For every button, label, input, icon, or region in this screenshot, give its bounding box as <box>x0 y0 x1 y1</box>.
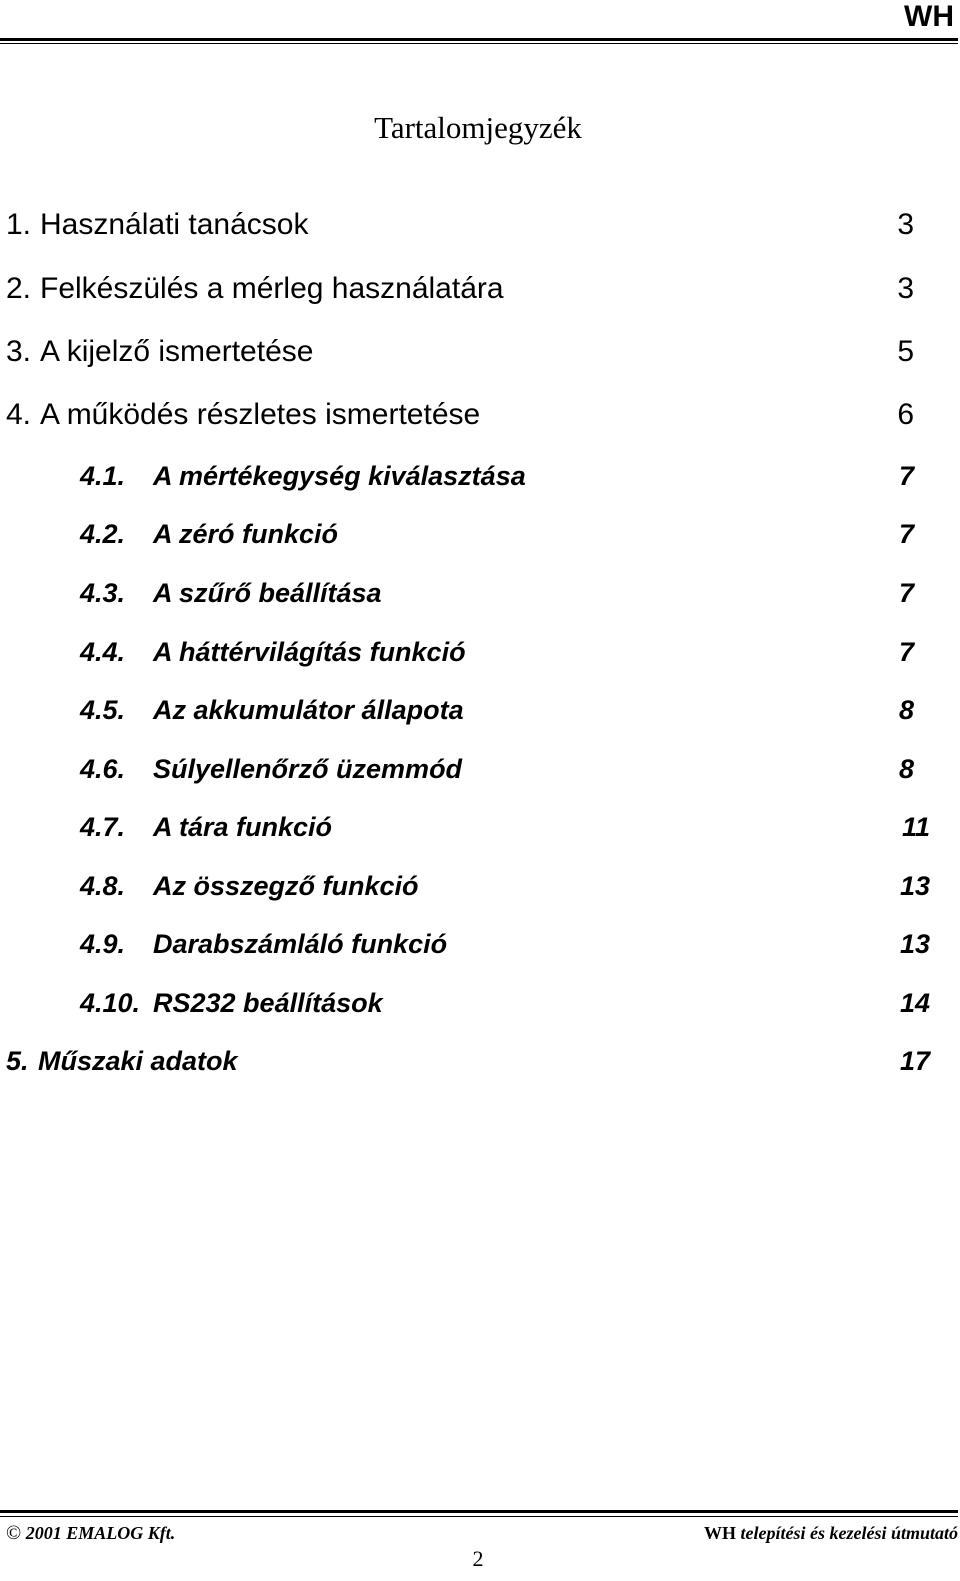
toc-entry-label: A zéró funkció <box>153 519 339 549</box>
footer-rule <box>0 1510 958 1513</box>
toc-entry-number: 4.4. <box>80 637 126 667</box>
toc-entry-page: 6 <box>897 398 914 431</box>
toc-title <box>0 110 960 146</box>
toc-entry-4-2[interactable] <box>0 514 960 554</box>
page-number <box>0 1546 960 1572</box>
toc-entry-number: 4.6. <box>80 754 126 784</box>
footer-doc-title-bold: WH <box>704 1523 737 1543</box>
toc-entry-4-3[interactable] <box>0 573 960 613</box>
page-number-text: 2 <box>472 1546 484 1571</box>
toc-entry-label: A kijelző ismertetése <box>40 335 314 368</box>
toc-entry-number: 4.5. <box>80 695 126 725</box>
toc-entry-page: 3 <box>897 272 914 305</box>
toc-entry-label: Az akkumulátor állapota <box>153 695 464 725</box>
toc-entry-5[interactable] <box>0 1041 960 1081</box>
toc-entry-4-8[interactable] <box>0 866 960 906</box>
toc-entry-4-5[interactable] <box>0 690 960 730</box>
toc-entry-number: 4.1. <box>80 461 126 491</box>
toc-entry-label: A háttérvilágítás funkció <box>153 637 466 667</box>
toc-entry-label: A mértékegység kiválasztása <box>153 461 526 491</box>
toc-entry-1[interactable] <box>0 205 960 245</box>
toc-entry-number: 2. <box>6 272 32 305</box>
toc-entry-2[interactable] <box>0 269 960 309</box>
copyright-icon: © <box>6 1522 22 1544</box>
toc-entry-number: 4. <box>6 398 32 431</box>
toc-entry-page: 11 <box>901 812 930 842</box>
toc-entry-page: 13 <box>899 871 930 901</box>
header-rule <box>0 38 958 41</box>
toc-entry-page: 7 <box>898 637 914 667</box>
toc-entry-4-10[interactable] <box>0 983 960 1023</box>
toc-entry-label: Műszaki adatok <box>38 1046 238 1076</box>
toc-entry-page: 17 <box>899 1046 930 1076</box>
toc-entry-label: A szűrő beállítása <box>153 578 382 608</box>
toc-entry-page: 7 <box>898 519 914 549</box>
footer-doc-title <box>704 1522 958 1544</box>
toc-entry-number: 4.10. <box>80 988 141 1018</box>
toc-entry-4-9[interactable] <box>0 924 960 964</box>
toc-entry-page: 13 <box>899 929 930 959</box>
toc-entry-page: 14 <box>899 988 930 1018</box>
toc-entry-label: Darabszámláló funkció <box>153 929 448 959</box>
toc-entry-4-4[interactable] <box>0 632 960 672</box>
toc-entry-label: Az összegző funkció <box>153 871 419 901</box>
toc-entry-label: Súlyellenőrző üzemmód <box>153 754 463 784</box>
toc-entry-page: 8 <box>898 695 914 725</box>
toc-entry-page: 5 <box>897 335 914 368</box>
toc-entry-number: 3. <box>6 335 32 368</box>
toc-entry-number: 5. <box>6 1046 29 1076</box>
toc-entry-label: A működés részletes ismertetése <box>40 398 481 431</box>
toc-entry-4-7[interactable] <box>0 807 960 847</box>
toc-entry-number: 4.2. <box>80 519 126 549</box>
toc-entry-label: Használati tanácsok <box>40 208 309 241</box>
header-rule-thin <box>0 43 958 44</box>
toc-entry-label: A tára funkció <box>153 812 333 842</box>
toc-title-text: Tartalomjegyzék <box>374 110 582 145</box>
toc-entry-4[interactable] <box>0 395 960 435</box>
toc-entry-page: 8 <box>898 754 914 784</box>
toc-entry-page: 7 <box>898 578 914 608</box>
toc-entry-page: 7 <box>898 461 914 491</box>
toc-entry-page: 3 <box>897 208 914 241</box>
toc-entry-number: 1. <box>6 208 32 241</box>
toc-entry-4-6[interactable] <box>0 749 960 789</box>
footer-rule-thin <box>0 1516 958 1517</box>
toc-entry-label: Felkészülés a mérleg használatára <box>40 272 504 305</box>
toc-entry-4-1[interactable] <box>0 456 960 496</box>
toc-entry-number: 4.9. <box>80 929 126 959</box>
toc-entry-number: 4.7. <box>80 812 126 842</box>
toc-entry-3[interactable] <box>0 332 960 372</box>
footer-doc-title-rest: telepítési és kezelési útmutató <box>740 1523 958 1543</box>
toc-entry-number: 4.8. <box>80 871 126 901</box>
header-title: WH <box>904 0 954 33</box>
toc-entry-label: RS232 beállítások <box>153 988 383 1018</box>
copyright-text: 2001 EMALOG Kft. <box>25 1523 176 1543</box>
toc-entry-number: 4.3. <box>80 578 126 608</box>
footer-copyright <box>6 1522 175 1544</box>
